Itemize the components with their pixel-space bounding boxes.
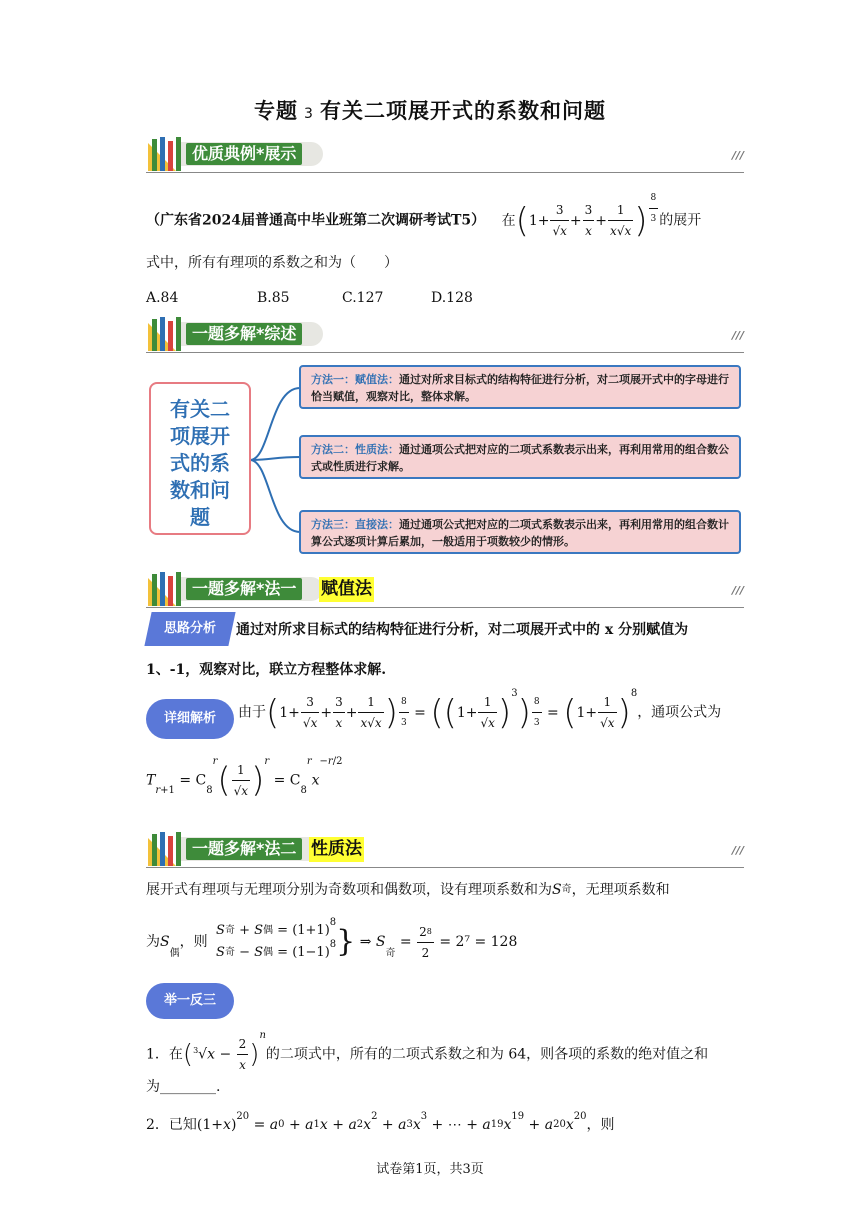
problem-line2: 式中，所有有理项的系数之和为（ ） xyxy=(146,255,398,271)
option-c[interactable]: C.127 xyxy=(342,290,384,306)
mindmap-center: 有关二 项展开 式的系 数和问 题 xyxy=(149,382,251,535)
method-text: 通过通项公式把对应的二项式系数表示出来，再利用常用的组合数公式或性质进行求解。 xyxy=(311,443,729,473)
property-line2: 为S偶，则 S奇 + S偶 = $(1+1)^8$ S奇 − S偶 = $(1-1)^8$ } ⇒ S奇 = $\frac{2^8}{2}$ = 2⁷ = 128 xyxy=(146,920,746,964)
ruler-pencil-icon xyxy=(146,135,186,173)
method-2 xyxy=(299,435,741,479)
method-title: 方法一：赋值法： xyxy=(311,373,399,386)
detail-pre: 由于 xyxy=(238,704,266,721)
page-title xyxy=(0,95,860,125)
option-b[interactable]: B.85 xyxy=(257,290,290,306)
method-text: 通过通项公式把对应的二项式系数表示出来，再利用常用的组合数计算公式逐项计算后累加，一般适用于项数较少的情形。 xyxy=(311,518,729,548)
analysis-line2: 1、-1，观察对比，联立方程整体求解. xyxy=(146,662,387,678)
ruler-pencil-icon xyxy=(146,830,186,868)
detail-post: ，通项公式为 xyxy=(637,704,722,721)
practice-q1-line2: 为________. xyxy=(146,1079,221,1095)
method-3 xyxy=(299,510,741,554)
banner-slash: /// xyxy=(731,584,744,597)
banner-label: 一题多解*综述 xyxy=(186,323,302,345)
option-d[interactable]: D.128 xyxy=(431,290,473,306)
banner-method-2 xyxy=(146,830,744,868)
ruler-pencil-icon xyxy=(146,315,186,353)
title-prefix: 专题 xyxy=(254,99,299,123)
method-title: 方法三：直接法： xyxy=(311,518,399,531)
problem-source: （广东省2024届普通高中毕业班第二次调研考试T5） xyxy=(146,212,486,229)
banner-label: 优质典例*展示 xyxy=(186,143,302,165)
banner-label: 一题多解*法一 xyxy=(186,578,302,600)
practice-label: 举一反三 xyxy=(146,983,234,1019)
equation-system: S奇 + S偶 = $(1+1)^8$ S奇 − S偶 = $(1-1)^8$ xyxy=(216,917,337,960)
practice-q2: 2．已知$(1+x)^{20} = a0 + a1x + a2x^2 + a3x^3$ + ⋯ + $a19x^{19} + a20x^{20}$，则 xyxy=(146,1111,615,1133)
banner-examples xyxy=(146,135,744,173)
title-text: 有关二项展开式的系数和问题 xyxy=(319,99,606,123)
banner-method-1 xyxy=(146,570,744,608)
banner-highlight: 性质法 xyxy=(309,837,364,862)
analysis-line1: 通过对所求目标式的结构特征进行分析，对二项展开式中的 x 分别赋值为 xyxy=(236,622,689,638)
banner-highlight: 赋值法 xyxy=(319,577,374,602)
method-1 xyxy=(299,365,741,409)
banner-slash: /// xyxy=(731,329,744,342)
page-footer: 试卷第1页，共3页 xyxy=(376,1162,484,1177)
banner-overview xyxy=(146,315,744,353)
title-number: 3 xyxy=(304,106,314,122)
banner-slash: /// xyxy=(731,844,744,857)
problem-pre: 在 xyxy=(501,212,516,229)
banner-label: 一题多解*法二 xyxy=(186,838,302,860)
detail-expression: (1+ $\frac{3}{√x}$ + $\frac{3}{x}$ + $\frac{1}{x√x}$ ) $\frac{8}{3}$ = ((1+ $\frac{1}{√x}$ )$^3$) $\frac{8}{3}$ = (1+ $\frac{1}{√x}$ )$^8$ xyxy=(266,688,638,733)
method-text: 通过对所求目标式的结构特征进行分析，对二项展开式中的字母进行恰当赋值，观察对比，整体求解。 xyxy=(311,373,729,403)
analysis-label: 思路分析 xyxy=(144,612,235,646)
problem-expression: (1+ $\frac{3}{√x}$ + $\frac{3}{x}$ + $\frac{1}{x√x}$ ) $\frac{8}{3}$ xyxy=(516,213,660,229)
mindmap-connectors xyxy=(250,360,300,560)
detail-label: 详细解析 xyxy=(146,699,234,739)
ruler-pencil-icon xyxy=(146,570,186,608)
practice-q1: 1．在($^3$√x − $\frac{2}{x}$ )$^n$的二项式中，所有的二项式系数之和为 64，则各项的系数的绝对值之和 xyxy=(146,1030,709,1072)
general-term-formula: $Tr+1 = C8^r$( $\frac{1}{√x}$ )$^r = C8^rx^{-r/2}$ xyxy=(146,756,343,801)
problem-line1 xyxy=(146,193,746,241)
option-a[interactable]: A.84 xyxy=(146,290,179,306)
method-title: 方法二：性质法： xyxy=(311,443,399,456)
detail-line xyxy=(238,688,738,733)
property-line1: 展开式有理项与无理项分别为奇数项和偶数项，设有理项系数和为S奇，无理项系数和 xyxy=(146,882,670,898)
problem-post: 的展开 xyxy=(659,212,702,229)
banner-slash: /// xyxy=(731,149,744,162)
property-result: = 2⁷ = 128 xyxy=(439,934,518,950)
